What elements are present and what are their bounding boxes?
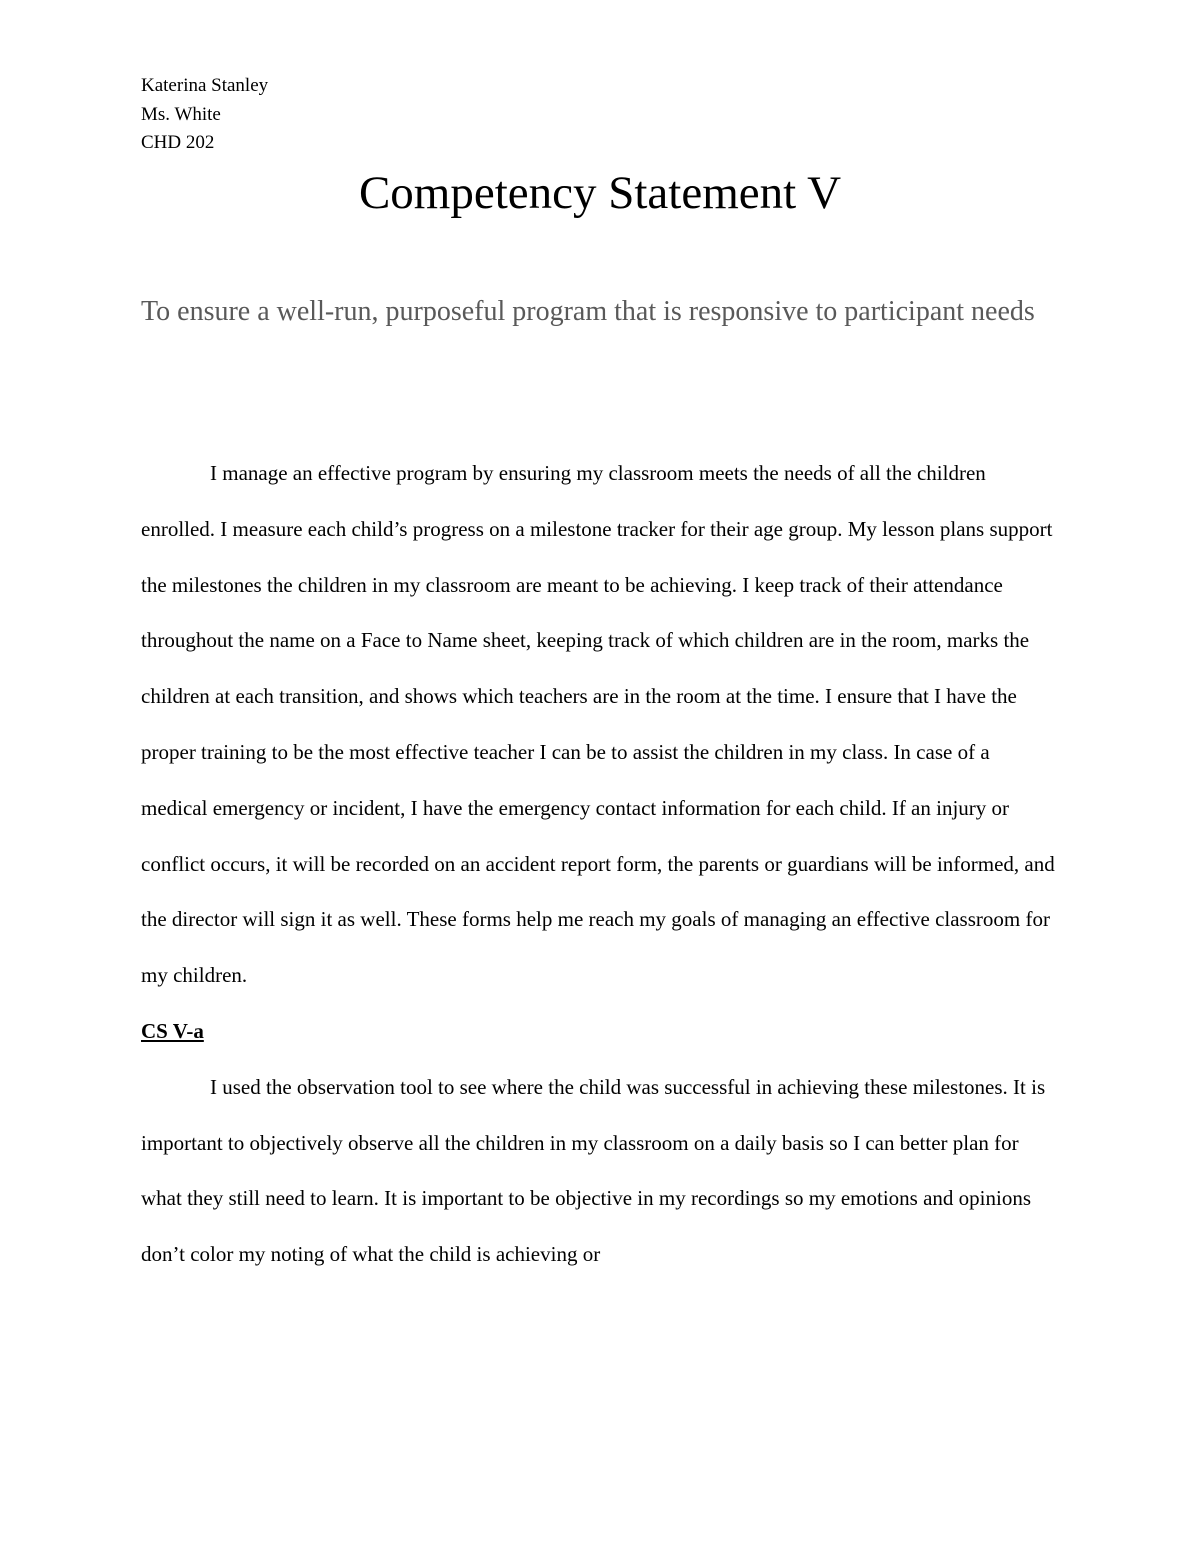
instructor-name: Ms. White	[141, 103, 221, 125]
author-name: Katerina Stanley	[141, 75, 269, 96]
document-title: Competency Statement V	[358, 167, 842, 219]
section-heading-cs-va: CS V-a	[141, 1018, 204, 1043]
course-code: CHD 202	[141, 132, 215, 153]
document-subtitle: To ensure a well-run, purposeful program that is responsive to participant needs	[141, 296, 1035, 327]
header-block	[141, 72, 268, 158]
cs-va-paragraph: I used the observation tool to see where the child was successful in achieving these milestones. It is important to objectively observe all the children in my classroom on a daily basis so I can better plan for what they still need to learn. It is important to be objective in my recordings so my emotions and opinions don’t color my noting of what the child is achieving or	[141, 1074, 1046, 1267]
body-text	[141, 446, 1059, 1283]
intro-paragraph: I manage an effective program by ensuring my classroom meets the needs of all the children enrolled. I measure each child’s progress on a milestone tracker for their age group. My lesson plans support the milestones the children in my classroom are meant to be achieving. I keep track of their attendance throughout the name on a Face to Name sheet, keeping track of which children are in the room, marks the children at each transition, and shows which teachers are in the room at the time. I ensure that I have the proper training to be the most effective teacher I can be to assist the children in my class. In case of a medical emergency or incident, I have the emergency contact information for each child. If an injury or conflict occurs, it will be recorded on an accident report form, the parents or guardians will be informed, and the director will sign it as well. These forms help me reach my goals of managing an effective classroom for my children.	[141, 461, 1055, 988]
